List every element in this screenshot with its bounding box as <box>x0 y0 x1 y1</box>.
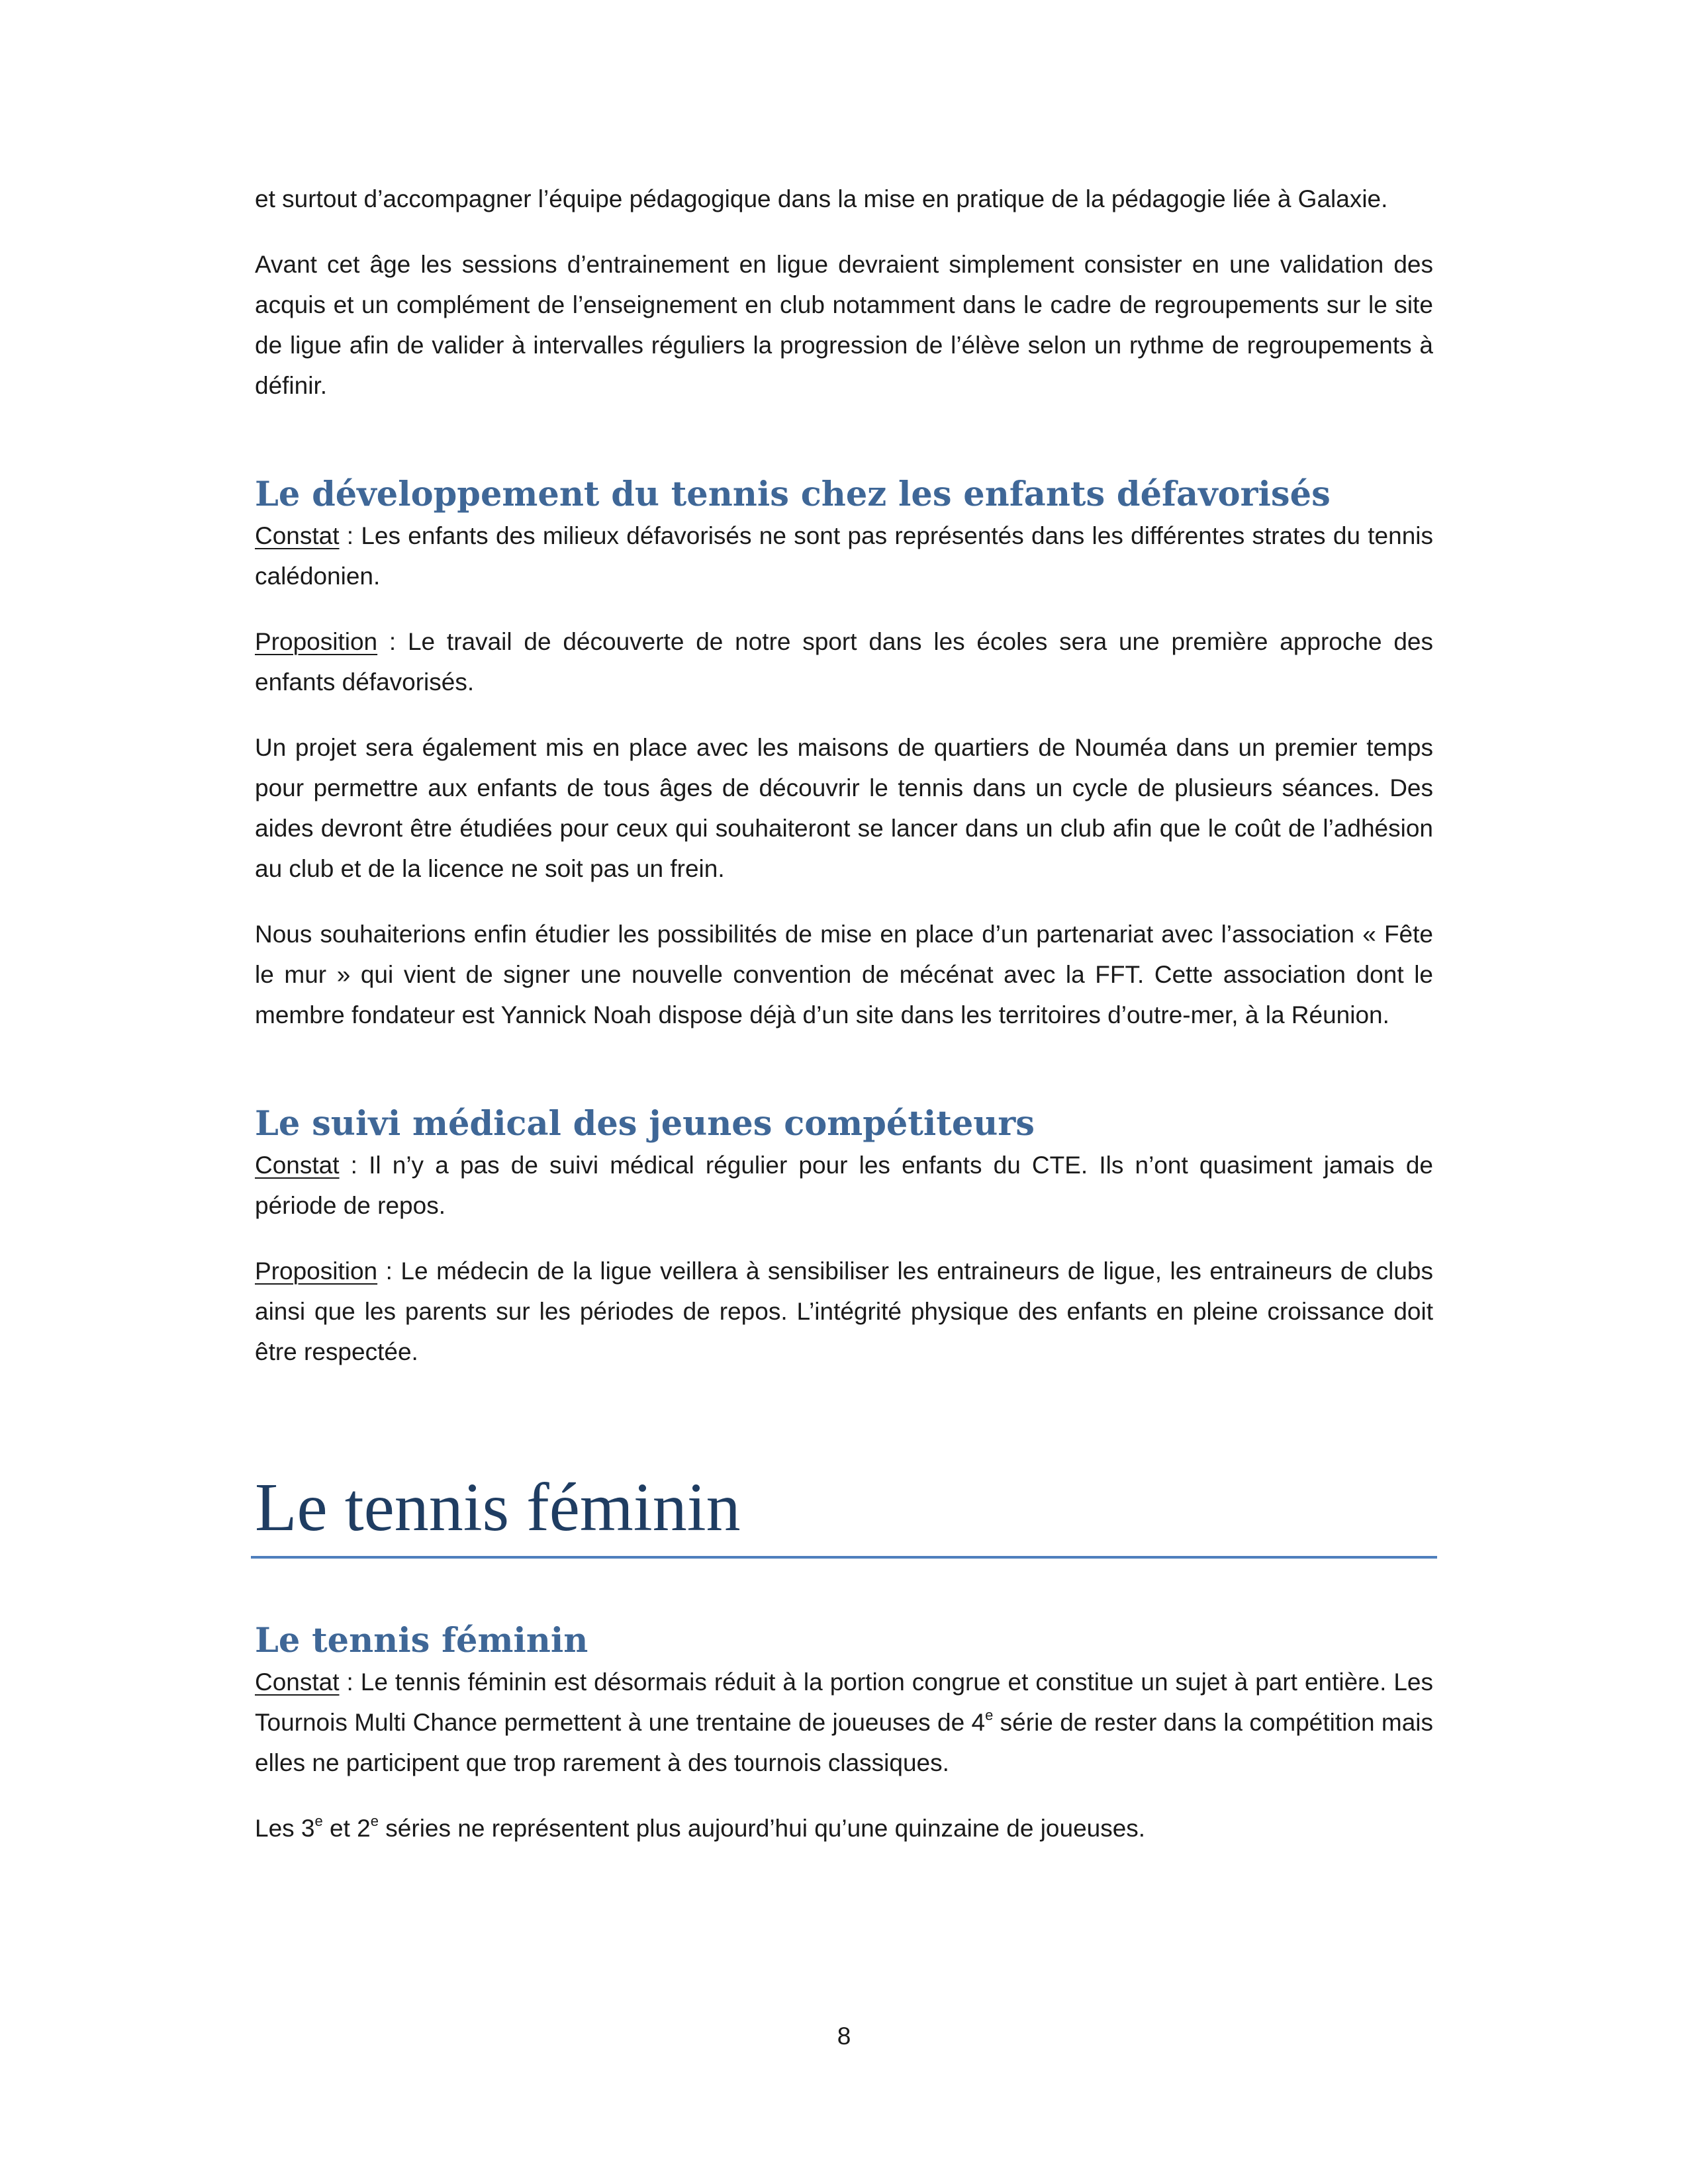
series-paragraph <box>255 1808 1433 1848</box>
constat-text: : Il n’y a pas de suivi médical régulier pour les enfants du CTE. Ils n’ont quasiment jamais de période de repos. <box>255 1152 1433 1219</box>
constat-text: : Les enfants des milieux défavorisés ne sont pas représentés dans les différentes strates du tennis calédonien. <box>255 522 1433 590</box>
series-text-b: et 2 <box>322 1815 371 1842</box>
page-number: 8 <box>837 2023 851 2050</box>
proposition-label: Proposition <box>255 1257 378 1285</box>
heading-enfants-defavorises: Le développement du tennis chez les enfants défavorisés <box>255 475 1331 514</box>
series-text-a: Les 3 <box>255 1815 315 1842</box>
partenariat-paragraph: Nous souhaiterions enfin étudier les possibilités de mise en place d’un partenariat avec l’association « Fête le mur » qui vient de signer une nouvelle convention de mécénat avec la FFT. Cette association dont le membre fondateur est Yannick Noah dispose déjà d’un site dans les territoires d’outre-mer, à la Réunion. <box>255 921 1433 1028</box>
proposition-label: Proposition <box>255 628 378 655</box>
superscript-e: e <box>370 1813 379 1829</box>
proposition-text: : Le médecin de la ligue veillera à sensibiliser les entraineurs de ligue, les entraineurs de clubs ainsi que les parents sur les périodes de repos. L’intégrité physique des enfants en pleine croissance doit être respectée. <box>255 1257 1433 1365</box>
constat-paragraph <box>255 516 1433 596</box>
constat-text-part-a: : Le tennis féminin est désormais réduit à la portion congrue et constitue un sujet à part entière. Les Tournois Multi Chance permettent à une trentaine de joueuses de 4 <box>255 1668 1433 1736</box>
proposition-paragraph <box>255 621 1433 702</box>
projet-paragraph: Un projet sera également mis en place avec les maisons de quartiers de Nouméa dans un premier temps pour permettre aux enfants de tous âges de découvrir le tennis dans un cycle de plusieurs séances. Des aides devront être étudiées pour ceux qui souhaiteront se lancer dans un club afin que le coût de l’adhésion au club et de la licence ne soit pas un frein. <box>255 734 1433 882</box>
proposition-text: : Le travail de découverte de notre sport dans les écoles sera une première approche des enfants défavorisés. <box>255 628 1433 696</box>
intro-paragraph-2: Avant cet âge les sessions d’entrainement en ligue devraient simplement consister en une validation des acquis et un complément de l’enseignement en club notamment dans le cadre de regroupements sur le site de ligue afin de valider à intervalles réguliers la progression de l’élève selon un rythme de regroupements à définir. <box>255 251 1433 399</box>
heading-tennis-feminin: Le tennis féminin <box>255 1621 588 1661</box>
constat-paragraph <box>255 1662 1433 1783</box>
heading-suivi-medical: Le suivi médical des jeunes compétiteurs <box>255 1104 1035 1144</box>
series-text-c: séries ne représentent plus aujourd’hui qu’une quinzaine de joueuses. <box>379 1815 1146 1842</box>
page-content <box>255 179 1433 1848</box>
constat-paragraph <box>255 1145 1433 1226</box>
superscript-e: e <box>985 1707 994 1723</box>
constat-label: Constat <box>255 1668 340 1696</box>
constat-label: Constat <box>255 522 340 549</box>
constat-text-part-b: série de rester dans la compétition mais elles ne participent que trop rarement à des tournois classiques. <box>255 1709 1434 1776</box>
proposition-paragraph <box>255 1251 1433 1372</box>
constat-label: Constat <box>255 1152 340 1179</box>
intro-paragraph-1: et surtout d’accompagner l’équipe pédagogique dans la mise en pratique de la pédagogie liée à Galaxie. <box>255 185 1388 212</box>
superscript-e: e <box>314 1813 323 1829</box>
chapter-title: Le tennis féminin <box>255 1469 741 1545</box>
